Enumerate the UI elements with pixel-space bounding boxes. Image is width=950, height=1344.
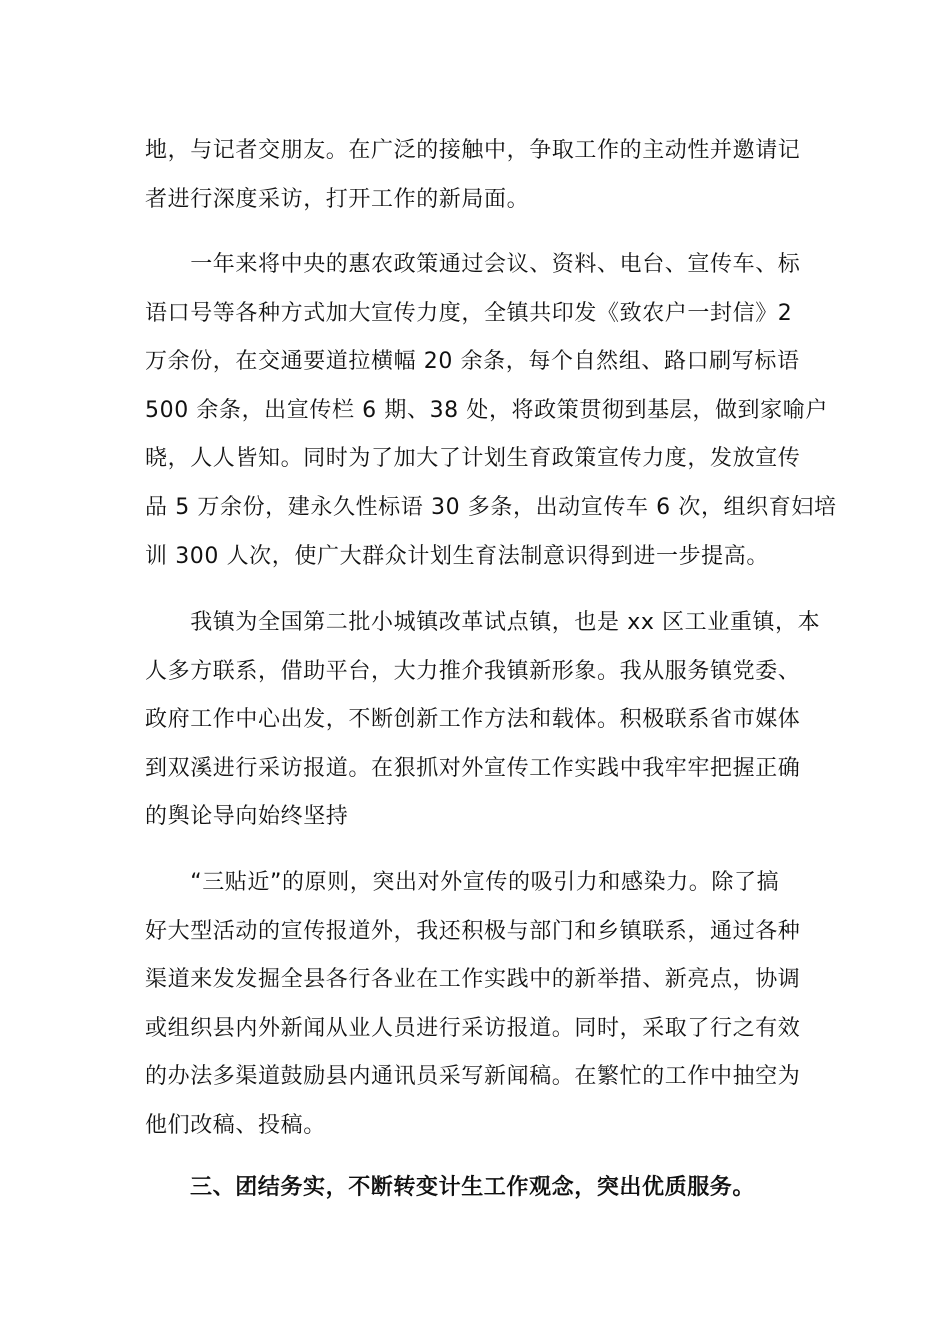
paragraph-line: 到双溪进行采访报道。在狠抓对外宣传工作实践中我牢牢把握正确 <box>145 755 801 781</box>
paragraph-line: 500 余条，出宣传栏 6 期、38 处，将政策贯彻到基层，做到家喻户 <box>145 397 828 423</box>
paragraph-line: 渠道来发发掘全县各行各业在工作实践中的新举措、新亮点，协调 <box>145 967 801 993</box>
paragraph-line: 者进行深度采访，打开工作的新局面。 <box>145 186 530 212</box>
paragraph-line: 我镇为全国第二批小城镇改革试点镇，也是 xx 区工业重镇，本 <box>145 610 821 635</box>
paragraph-1 <box>145 127 810 224</box>
paragraph-2 <box>145 241 837 581</box>
paragraph-line: 或组织县内外新闻从业人员进行采访报道。同时，采取了行之有效 <box>145 1015 801 1041</box>
paragraph-line: 训 300 人次，使广大群众计划生育法制意识得到进一步提高。 <box>145 543 769 569</box>
paragraph-line: 万余份，在交通要道拉横幅 20 余条，每个自然组、路口刷写标语 <box>145 349 800 375</box>
paragraph-line: 晓，人人皆知。同时为了加大了计划生育政策宣传力度，发放宣传 <box>145 446 801 472</box>
paragraph-4 <box>145 859 810 1151</box>
paragraph-line: 好大型活动的宣传报道外，我还积极与部门和乡镇联系，通过各种 <box>145 918 801 944</box>
paragraph-line: 一年来将中央的惠农政策通过会议、资料、电台、宣传车、标 <box>145 252 801 277</box>
paragraph-line: “三贴近”的原则，突出对外宣传的吸引力和感染力。除了搞 <box>145 870 780 895</box>
paragraph-3 <box>145 599 821 842</box>
paragraph-line: 的办法多渠道鼓励县内通讯员采写新闻稿。在繁忙的工作中抽空为 <box>145 1064 801 1090</box>
paragraph-line: 品 5 万余份，建永久性标语 30 多条，出动宣传车 6 次，组织育妇培 <box>145 494 837 520</box>
paragraph-line: 政府工作中心出发，不断创新工作方法和载体。积极联系省市媒体 <box>145 707 801 733</box>
paragraph-line: 人多方联系，借助平台，大力推介我镇新形象。我从服务镇党委、 <box>145 658 801 684</box>
paragraph-line: 的舆论导向始终坚持 <box>145 804 349 830</box>
paragraph-line: 地，与记者交朋友。在广泛的接触中，争取工作的主动性并邀请记 <box>145 138 801 163</box>
paragraph-line: 他们改稿、投稿。 <box>145 1112 326 1138</box>
section-heading: 三、团结务实，不断转变计生工作观念，突出优质服务。 <box>190 1175 756 1200</box>
paragraph-line: 语口号等各种方式加大宣传力度，全镇共印发《致农户一封信》2 <box>145 300 793 326</box>
